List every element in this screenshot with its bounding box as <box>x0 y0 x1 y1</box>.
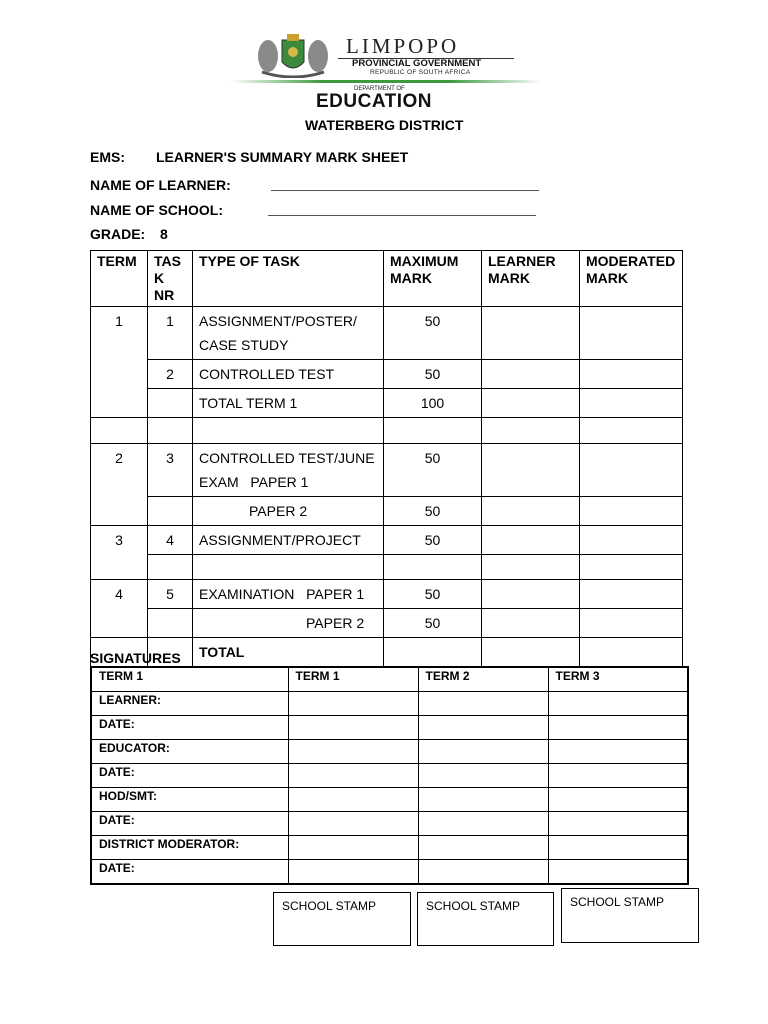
term-cell: 2 <box>91 444 148 526</box>
signature-cell[interactable] <box>548 860 688 885</box>
type-cell: PAPER 2 <box>193 497 384 526</box>
table-row <box>91 444 683 497</box>
table-row <box>91 812 688 836</box>
learner-name-field[interactable] <box>271 190 539 191</box>
learner-mark-cell[interactable] <box>482 580 580 609</box>
sig-row-label: DATE: <box>91 860 288 885</box>
header-moderated-mark: MODERATED MARK <box>580 251 683 307</box>
table-row <box>91 360 683 389</box>
term-cell: 3 <box>91 526 148 580</box>
term-cell <box>91 418 148 444</box>
logo-green-bar <box>230 80 542 83</box>
header-maximum-mark: MAXIMUM MARK <box>384 251 482 307</box>
learner-mark-cell[interactable] <box>482 638 580 667</box>
task-cell <box>148 497 193 526</box>
max-mark-cell: 50 <box>384 444 482 497</box>
learner-mark-cell[interactable] <box>482 609 580 638</box>
school-name-field[interactable] <box>268 215 536 216</box>
moderated-mark-cell[interactable] <box>580 307 683 360</box>
moderated-mark-cell[interactable] <box>580 580 683 609</box>
signature-cell[interactable] <box>548 788 688 812</box>
type-cell <box>193 418 384 444</box>
department-logo <box>228 28 544 116</box>
signature-cell[interactable] <box>418 740 548 764</box>
sig-header-cell: TERM 1 <box>288 667 418 692</box>
header-learner-mark: LEARNER MARK <box>482 251 580 307</box>
table-row <box>91 418 683 444</box>
max-mark-cell: 50 <box>384 526 482 555</box>
sig-row-label: DATE: <box>91 764 288 788</box>
sig-header-cell: TERM 3 <box>548 667 688 692</box>
signature-cell[interactable] <box>418 716 548 740</box>
district-name: WATERBERG DISTRICT <box>305 117 464 133</box>
sig-row-label: DATE: <box>91 812 288 836</box>
table-row <box>91 788 688 812</box>
signature-cell[interactable] <box>288 788 418 812</box>
table-row <box>91 609 683 638</box>
table-row <box>91 555 683 580</box>
school-stamp-box[interactable]: SCHOOL STAMP <box>561 888 699 943</box>
type-cell: TOTAL <box>193 638 384 667</box>
max-mark-cell <box>384 555 482 580</box>
max-mark-cell: 100 <box>384 389 482 418</box>
signatures-header-row <box>91 667 688 692</box>
sheet-title: LEARNER'S SUMMARY MARK SHEET <box>156 149 409 165</box>
sig-row-label: HOD/SMT: <box>91 788 288 812</box>
moderated-mark-cell[interactable] <box>580 638 683 667</box>
moderated-mark-cell[interactable] <box>580 444 683 497</box>
type-cell: CONTROLLED TEST <box>193 360 384 389</box>
type-cell: ASSIGNMENT/POSTER/ CASE STUDY <box>193 307 384 360</box>
task-cell: 1 <box>148 307 193 360</box>
signature-cell[interactable] <box>548 764 688 788</box>
signature-cell[interactable] <box>548 716 688 740</box>
task-cell <box>148 609 193 638</box>
learner-mark-cell[interactable] <box>482 360 580 389</box>
sig-row-label: DATE: <box>91 716 288 740</box>
task-cell: 4 <box>148 526 193 555</box>
signatures-title: SIGNATURES <box>90 650 181 666</box>
signature-cell[interactable] <box>418 836 548 860</box>
task-cell: 3 <box>148 444 193 497</box>
max-mark-cell: 50 <box>384 609 482 638</box>
learner-mark-cell[interactable] <box>482 307 580 360</box>
sig-header-cell: TERM 1 <box>91 667 288 692</box>
logo-country: REPUBLIC OF SOUTH AFRICA <box>370 69 471 76</box>
type-cell: EXAMINATION PAPER 1 <box>193 580 384 609</box>
coat-of-arms-icon <box>256 32 330 78</box>
max-mark-cell: 50 <box>384 307 482 360</box>
moderated-mark-cell[interactable] <box>580 497 683 526</box>
type-cell: PAPER 2 <box>193 609 384 638</box>
logo-department-of: DEPARTMENT OF <box>354 86 405 92</box>
signature-cell[interactable] <box>288 740 418 764</box>
learner-name-label: NAME OF LEARNER: <box>90 177 231 193</box>
learner-mark-cell[interactable] <box>482 555 580 580</box>
max-mark-cell <box>384 418 482 444</box>
table-row <box>91 764 688 788</box>
signature-cell[interactable] <box>288 716 418 740</box>
task-cell: 5 <box>148 580 193 609</box>
marks-header-row <box>91 251 683 307</box>
school-stamp-box[interactable]: SCHOOL STAMP <box>417 892 554 946</box>
school-stamp-box[interactable]: SCHOOL STAMP <box>273 892 411 946</box>
signature-cell[interactable] <box>548 836 688 860</box>
signature-cell[interactable] <box>288 692 418 716</box>
signature-cell[interactable] <box>418 788 548 812</box>
signature-cell[interactable] <box>288 860 418 885</box>
table-row <box>91 497 683 526</box>
signature-cell[interactable] <box>288 812 418 836</box>
signature-cell[interactable] <box>548 692 688 716</box>
table-row <box>91 692 688 716</box>
type-cell: ASSIGNMENT/PROJECT <box>193 526 384 555</box>
table-row <box>91 526 683 555</box>
table-row <box>91 836 688 860</box>
moderated-mark-cell[interactable] <box>580 526 683 555</box>
table-row <box>91 740 688 764</box>
moderated-mark-cell[interactable] <box>580 609 683 638</box>
learner-mark-cell[interactable] <box>482 526 580 555</box>
signature-cell[interactable] <box>418 692 548 716</box>
table-row <box>91 580 683 609</box>
sig-row-label: LEARNER: <box>91 692 288 716</box>
signature-cell[interactable] <box>418 764 548 788</box>
type-cell <box>193 555 384 580</box>
task-cell <box>148 555 193 580</box>
subject-label: EMS: <box>90 149 125 165</box>
term-cell: 4 <box>91 580 148 638</box>
moderated-mark-cell[interactable] <box>580 418 683 444</box>
moderated-mark-cell[interactable] <box>580 555 683 580</box>
max-mark-cell: 50 <box>384 497 482 526</box>
logo-education: EDUCATION <box>316 91 433 112</box>
grade-value: 8 <box>160 226 168 242</box>
table-row <box>91 860 688 885</box>
task-cell <box>148 418 193 444</box>
signature-cell[interactable] <box>418 860 548 885</box>
signature-cell[interactable] <box>548 740 688 764</box>
type-cell: TOTAL TERM 1 <box>193 389 384 418</box>
task-cell: 2 <box>148 360 193 389</box>
max-mark-cell: 50 <box>384 580 482 609</box>
grade-label: GRADE: <box>90 226 146 242</box>
table-row <box>91 389 683 418</box>
max-mark-cell <box>384 638 482 667</box>
table-row <box>91 716 688 740</box>
header-task-nr: TAS K NR <box>148 251 193 307</box>
signature-cell[interactable] <box>548 812 688 836</box>
signature-cell[interactable] <box>418 812 548 836</box>
signatures-table <box>90 666 689 885</box>
table-row <box>91 307 683 360</box>
header-type-of-task: TYPE OF TASK <box>193 251 384 307</box>
sig-row-label: EDUCATOR: <box>91 740 288 764</box>
marks-table <box>90 250 683 667</box>
header-term: TERM <box>91 251 148 307</box>
sig-row-label: DISTRICT MODERATOR: <box>91 836 288 860</box>
learner-mark-cell[interactable] <box>482 497 580 526</box>
learner-mark-cell[interactable] <box>482 389 580 418</box>
learner-mark-cell[interactable] <box>482 444 580 497</box>
signature-cell[interactable] <box>288 836 418 860</box>
moderated-mark-cell[interactable] <box>580 389 683 418</box>
term-cell: 1 <box>91 307 148 418</box>
type-cell: CONTROLLED TEST/JUNE EXAM PAPER 1 <box>193 444 384 497</box>
sig-header-cell: TERM 2 <box>418 667 548 692</box>
moderated-mark-cell[interactable] <box>580 360 683 389</box>
max-mark-cell: 50 <box>384 360 482 389</box>
task-cell <box>148 389 193 418</box>
logo-subtitle: PROVINCIAL GOVERNMENT <box>352 58 482 69</box>
school-name-label: NAME OF SCHOOL: <box>90 202 223 218</box>
learner-mark-cell[interactable] <box>482 418 580 444</box>
signature-cell[interactable] <box>288 764 418 788</box>
logo-title: LIMPOPO <box>346 34 460 58</box>
